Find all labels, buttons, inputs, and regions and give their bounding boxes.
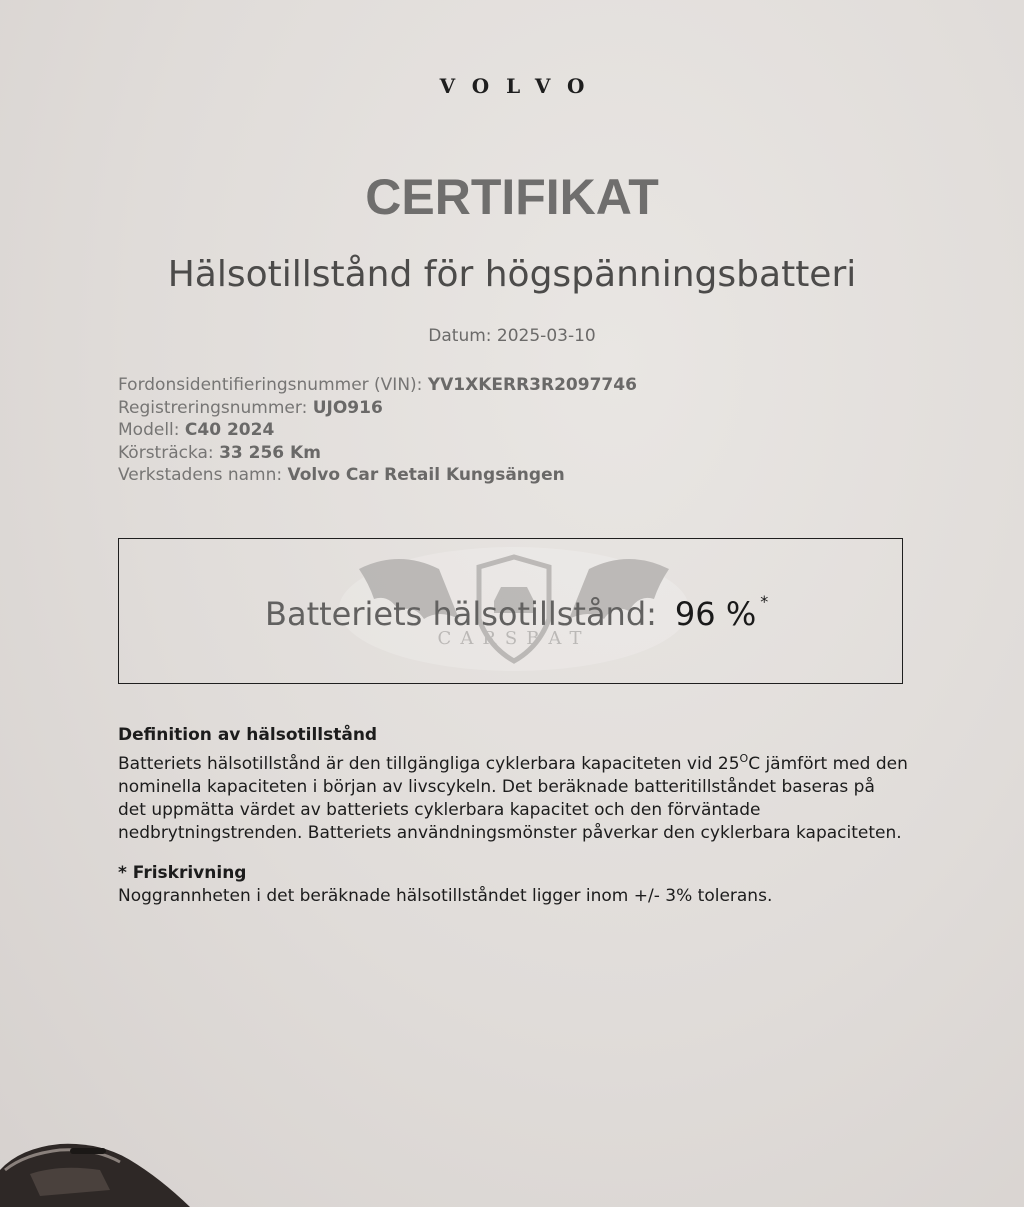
definition-heading: Definition av hälsotillstånd (118, 725, 378, 745)
car-image (0, 1130, 200, 1207)
workshop-row (118, 464, 637, 487)
battery-health-value: 96 % (674, 595, 757, 633)
battery-health-box (118, 538, 903, 684)
model-label: Modell: (118, 420, 185, 440)
certificate-subtitle: Hälsotillstånd för högspänningsbatteri (167, 254, 857, 295)
certificate-title: CERTIFIKAT (365, 169, 659, 225)
degree-sup: O (739, 752, 749, 765)
registration-label: Registreringsnummer: (118, 397, 313, 418)
battery-health-label: Batteriets hälsotillstånd: (265, 595, 657, 633)
workshop-value: Volvo Car Retail Kungsängen (287, 465, 565, 485)
disclaimer-heading: * Friskrivning (118, 863, 247, 883)
disclaimer-section (118, 862, 908, 908)
vehicle-info (118, 374, 637, 487)
vin-row (118, 374, 637, 397)
definition-text-start: Batteriets hälsotillstånd är den tillgängliga cyklerbara kapaciteten vid 25 (118, 754, 740, 774)
workshop-label: Verkstadens namn: (118, 465, 288, 485)
definition-text-end: C jämfört med den nominella kapaciteten i början av livscykeln. Det beräknade batteritillståndet baseras på det uppmätta värdet av batteriets cyklerbara kapacitet och den förväntade nedbrytningstrenden. Batteriets användningsmönster påverkar den cyklerbara kapaciteten. (118, 754, 908, 843)
definition-section (118, 724, 908, 845)
vin-label: Fordonsidentifieringsnummer (VIN): (118, 375, 428, 395)
disclaimer-text: Noggrannheten i det beräknade hälsotillståndet ligger inom +/- 3% tolerans. (118, 886, 773, 906)
registration-value: UJO916 (312, 397, 383, 418)
definition-text (118, 747, 908, 845)
battery-health-line (265, 592, 768, 633)
volvo-logo: VOLVO (439, 74, 602, 98)
mileage-value: 33 256 Km (219, 442, 321, 463)
certificate-date: Datum: 2025-03-10 (428, 326, 596, 346)
vin-value: YV1XKERR3R2097746 (427, 375, 637, 395)
battery-health-marker: * (760, 592, 769, 611)
watermark-text: CARSBAT (437, 628, 591, 649)
mileage-label: Körsträcka: (118, 442, 220, 463)
mileage-row (118, 442, 637, 465)
registration-row (118, 397, 637, 420)
model-row (118, 419, 637, 442)
model-value: C40 2024 (184, 420, 275, 440)
